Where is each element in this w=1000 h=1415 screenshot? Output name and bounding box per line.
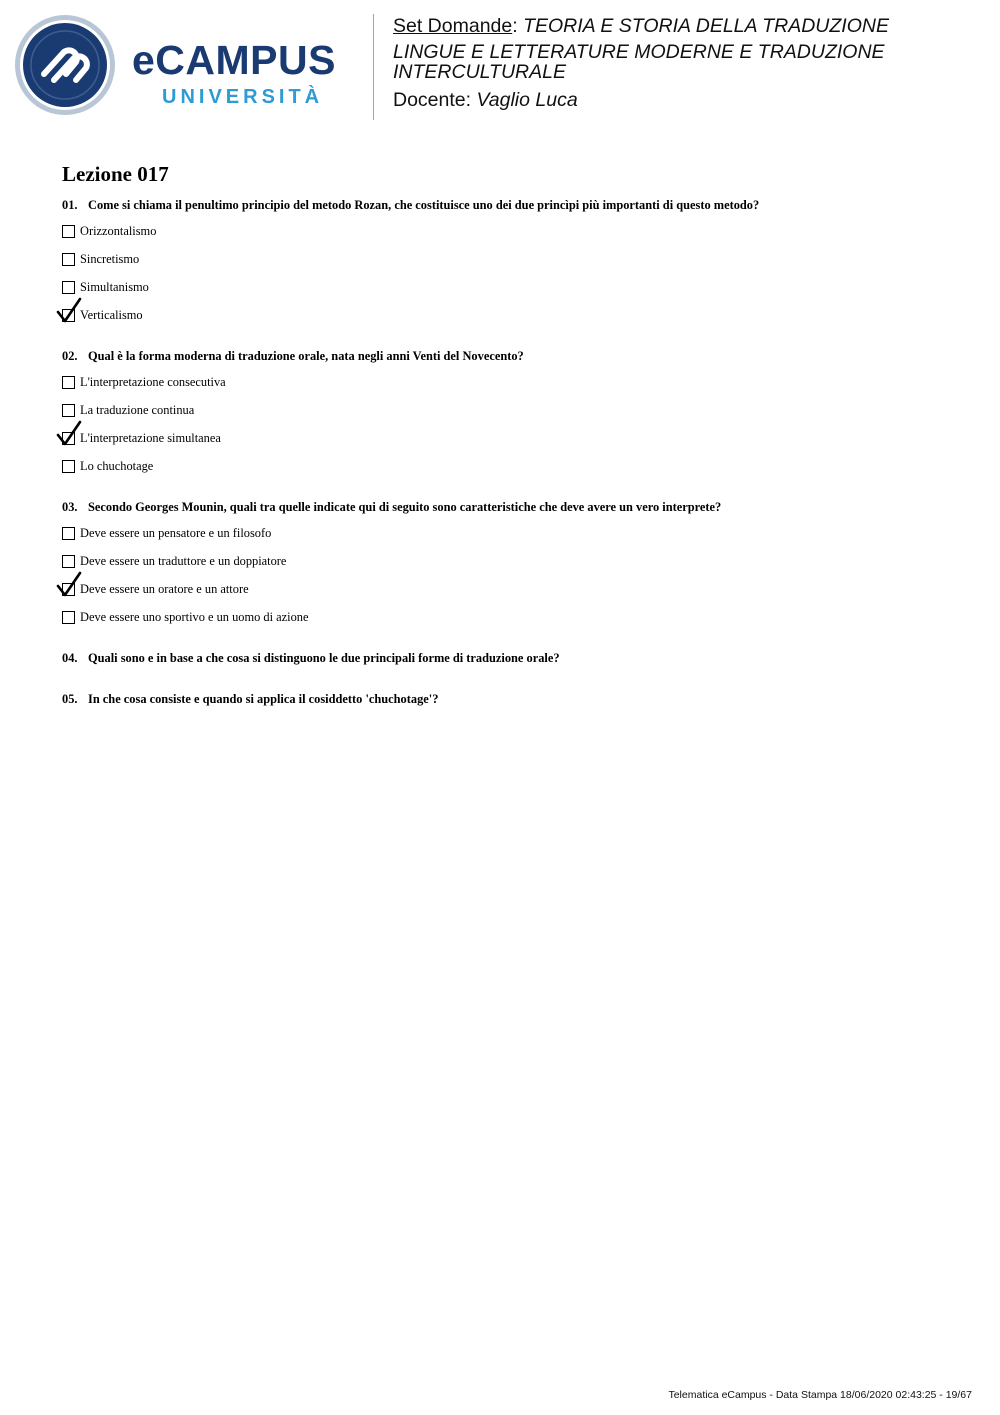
logo-wordmark: eCAMPUS — [132, 37, 336, 83]
logo-subtitle: UNIVERSITÀ — [162, 86, 324, 108]
checkbox[interactable] — [62, 253, 75, 266]
checkbox[interactable] — [62, 527, 75, 540]
question-text: Come si chiama il penultimo principio del metodo Rozan, che costituisce uno dei due princìpi più importanti di questo metodo? — [88, 198, 760, 212]
checkbox[interactable] — [62, 611, 75, 624]
university-seal-logo — [14, 14, 116, 116]
page-footer: Telematica eCampus - Data Stampa 18/06/2020 02:43:25 - 19/67 — [668, 1389, 972, 1401]
question-01 — [62, 198, 759, 213]
question-text: Secondo Georges Mounin, quali tra quelle indicate qui di seguito sono caratteristiche che deve avere un vero interprete? — [88, 500, 722, 514]
page-header — [0, 0, 1000, 130]
option-label: L'interpretazione simultanea — [80, 431, 221, 445]
question-05 — [62, 692, 438, 707]
lesson-title: Lezione 017 — [62, 162, 169, 186]
header-info — [393, 14, 983, 112]
question-number: 05. — [62, 692, 78, 706]
option-label: Simultanismo — [80, 280, 149, 294]
question-02 — [62, 349, 524, 364]
checkbox[interactable] — [62, 225, 75, 238]
teacher-name: Vaglio Luca — [476, 89, 578, 111]
question-number: 04. — [62, 651, 78, 665]
degree-line-1: LINGUE E LETTERATURE MODERNE E TRADUZIONE — [393, 41, 885, 63]
option-label: Deve essere uno sportivo e un uomo di azione — [80, 610, 309, 624]
header-divider — [373, 14, 374, 120]
option-label: Sincretismo — [80, 252, 140, 266]
checkbox[interactable] — [62, 376, 75, 389]
question-03 — [62, 500, 721, 515]
degree-line-2: INTERCULTURALE — [393, 61, 566, 83]
checkbox[interactable] — [62, 460, 75, 473]
question-number: 02. — [62, 349, 78, 363]
option-label: Verticalismo — [80, 308, 143, 322]
course-line: Set Domande: TEORIA E STORIA DELLA TRADUZIONE — [393, 15, 889, 37]
option-label: La traduzione continua — [80, 403, 195, 417]
option-label: Lo chuchotage — [80, 459, 154, 473]
option-label: Orizzontalismo — [80, 224, 157, 238]
option-label: Deve essere un pensatore e un filosofo — [80, 526, 272, 540]
question-04 — [62, 651, 560, 666]
option-label: Deve essere un oratore e un attore — [80, 582, 249, 596]
teacher-line — [393, 88, 983, 112]
course-name: TEORIA E STORIA DELLA TRADUZIONE — [523, 15, 889, 37]
option-label: Deve essere un traduttore e un doppiatore — [80, 554, 287, 568]
checkbox[interactable] — [62, 555, 75, 568]
option-label: L'interpretazione consecutiva — [80, 375, 226, 389]
question-number: 03. — [62, 500, 78, 514]
teacher-label: Docente: — [393, 89, 472, 111]
question-number: 01. — [62, 198, 78, 212]
question-text: In che cosa consiste e quando si applica il cosiddetto 'chuchotage'? — [88, 692, 439, 706]
question-text: Quali sono e in base a che cosa si distinguono le due principali forme di traduzione orale? — [88, 651, 560, 665]
set-label: Set Domande — [393, 15, 513, 37]
question-text: Qual è la forma moderna di traduzione orale, nata negli anni Venti del Novecento? — [88, 349, 524, 363]
checkbox[interactable] — [62, 281, 75, 294]
checkbox[interactable] — [62, 404, 75, 417]
